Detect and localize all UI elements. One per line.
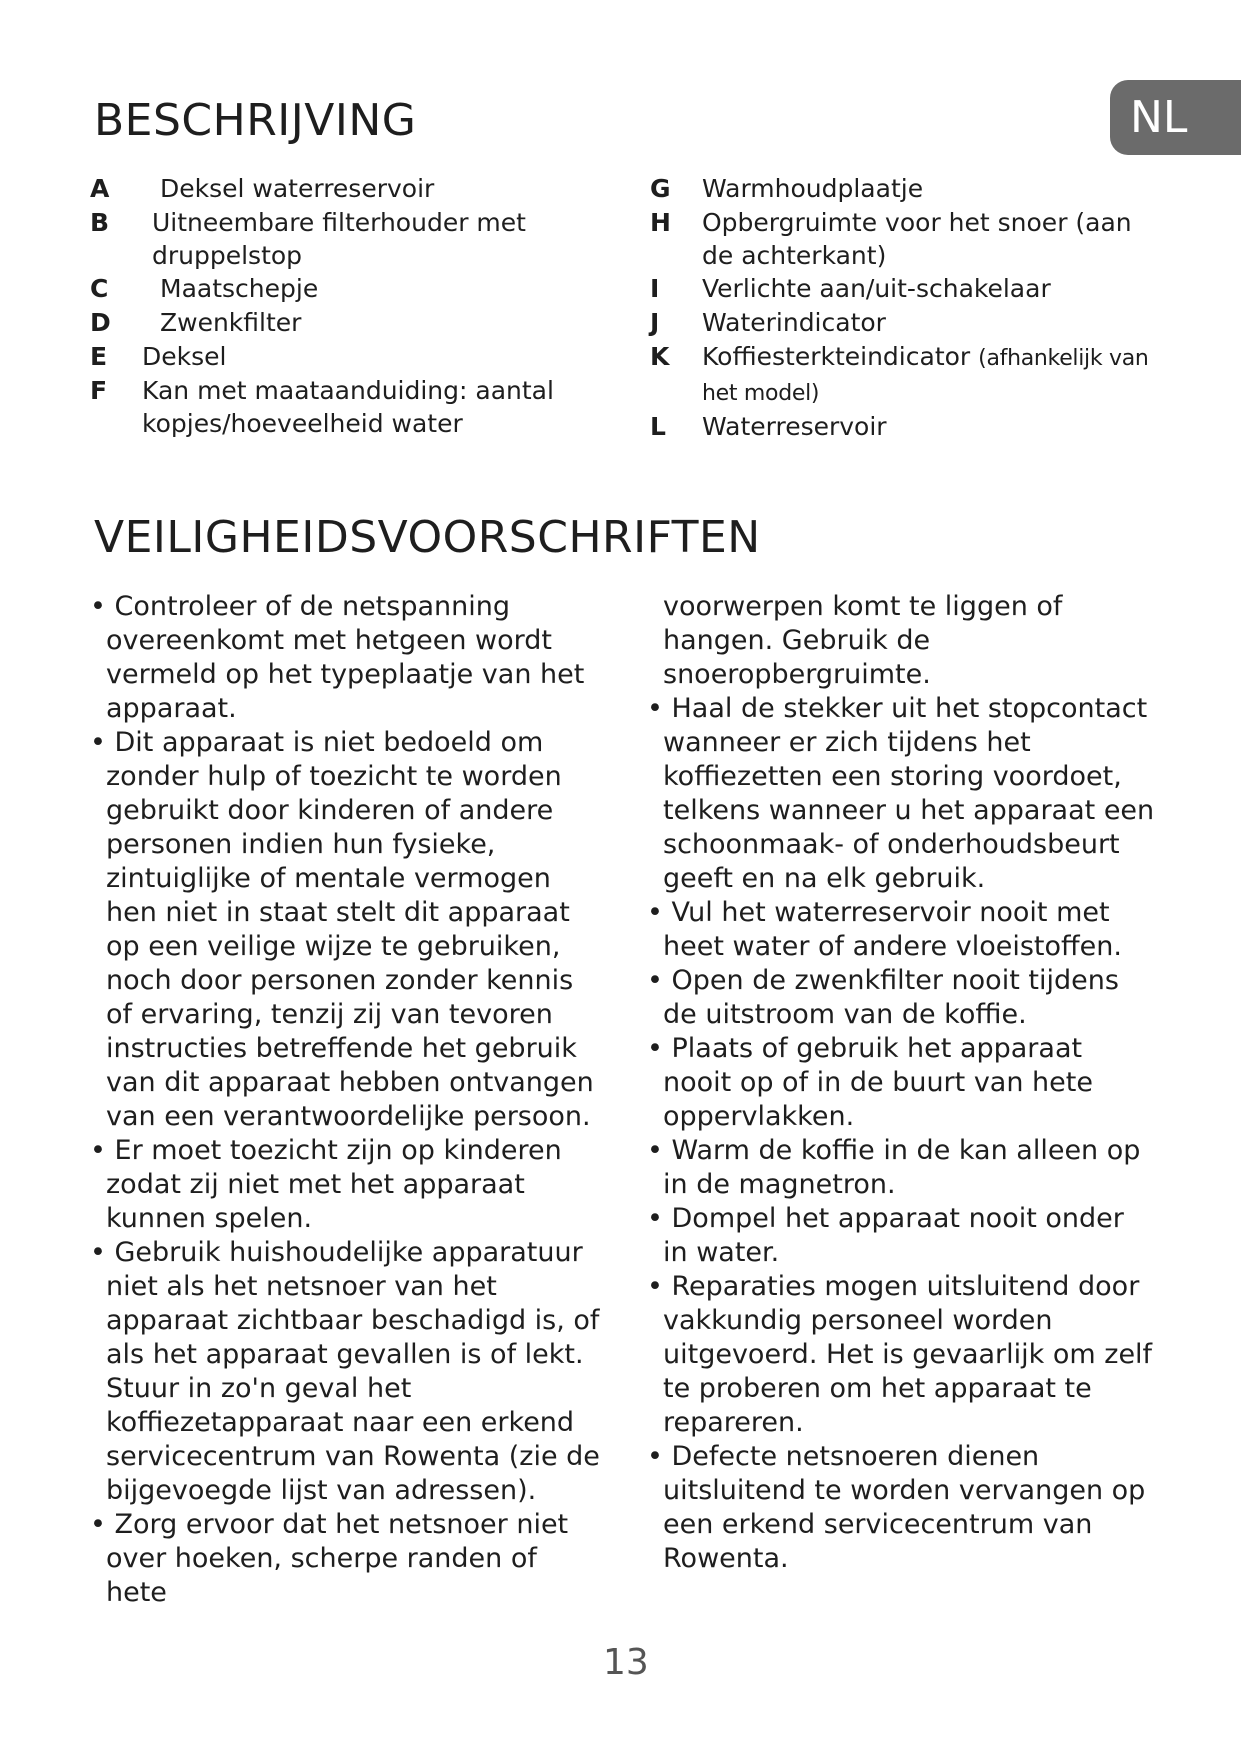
safety-item: • Controleer of de netspanning overeenkomt met hetgeen wordt vermeld op het typeplaatje van het apparaat. xyxy=(90,591,585,724)
safety-item: • Dompel het apparaat nooit onder in water. xyxy=(647,1203,1124,1268)
safety-item: • Vul het waterreservoir nooit met heet water of andere vloeistoffen. xyxy=(647,897,1122,962)
part-text: Deksel waterreservoir xyxy=(160,174,435,203)
safety-item: • Warm de koffie in de kan alleen op in de magnetron. xyxy=(647,1135,1141,1200)
safety-column-right xyxy=(647,590,1157,1576)
description-title: BESCHRIJVING xyxy=(94,95,417,146)
part-letter: C xyxy=(90,274,109,303)
parts-list-right xyxy=(650,172,1170,444)
part-item xyxy=(90,206,610,272)
safety-item: • Plaats of gebruik het apparaat nooit op of in de buurt van hete oppervlakken. xyxy=(647,1033,1093,1132)
part-text: Opbergruimte voor het snoer (aan de achterkant) xyxy=(702,208,1132,270)
part-text: Zwenkfilter xyxy=(160,308,302,337)
part-letter: K xyxy=(650,342,670,371)
part-item xyxy=(650,206,1170,272)
safety-title: VEILIGHEIDSVOORSCHRIFTEN xyxy=(94,512,761,563)
part-text-main: Koffiesterkteindicator xyxy=(702,342,971,371)
part-letter: B xyxy=(90,208,110,237)
safety-item: • Er moet toezicht zijn op kinderen zodat zij niet met het apparaat kunnen spelen. xyxy=(90,1135,562,1234)
part-item xyxy=(90,272,610,306)
language-tab: NL xyxy=(1110,80,1241,155)
part-item xyxy=(90,306,610,340)
part-item xyxy=(90,172,610,206)
part-note: (afhankelijk van het model) xyxy=(702,346,1149,406)
part-item xyxy=(90,340,610,374)
page-number: 13 xyxy=(603,1642,649,1683)
part-letter: I xyxy=(650,274,660,303)
part-text: Uitneembare filterhouder met druppelstop xyxy=(152,208,526,270)
part-letter: A xyxy=(90,174,110,203)
part-item xyxy=(650,306,1170,340)
safety-item: • Zorg ervoor dat het netsnoer niet over hoeken, scherpe randen of hete xyxy=(90,1509,569,1608)
safety-item: • Gebruik huishoudelijke apparatuur niet als het netsnoer van het apparaat zichtbaar beschadigd is, of als het apparaat gevallen is of lekt. Stuur in zo'n geval het koffiezetapparaat naar een erkend servicecentrum van Rowenta (zie de bijgevoegde lijst van adressen). xyxy=(90,1237,600,1506)
part-item xyxy=(650,272,1170,306)
safety-item: • Defecte netsnoeren dienen uitsluitend te worden vervangen op een erkend servicecentrum van Rowenta. xyxy=(647,1441,1146,1574)
parts-list-left xyxy=(90,172,610,440)
part-text: Waterreservoir xyxy=(702,412,887,441)
safety-item: • Dit apparaat is niet bedoeld om zonder hulp of toezicht te worden gebruikt door kinderen of andere personen indien hun fysieke, zintuiglijke of mentale vermogen hen niet in staat stelt dit apparaat op een veilige wijze te gebruiken, noch door personen zonder kennis of ervaring, tenzij zij van tevoren instructies betreffende het gebruik van dit apparaat hebben ontvangen van een verantwoordelijke persoon. xyxy=(90,727,594,1132)
safety-item: • Open de zwenkfilter nooit tijdens de uitstroom van de koffie. xyxy=(647,965,1119,1030)
part-letter: L xyxy=(650,412,666,441)
part-item xyxy=(90,374,610,440)
part-letter: D xyxy=(90,308,111,337)
safety-item: • Haal de stekker uit het stopcontact wanneer er zich tijdens het koffiezetten een storing voordoet, telkens wanneer u het apparaat een schoonmaak- of onderhoudsbeurt geeft en na elk gebruik. xyxy=(647,693,1155,894)
part-letter: E xyxy=(90,342,108,371)
part-letter: F xyxy=(90,376,108,405)
part-item xyxy=(650,340,1170,410)
part-letter: G xyxy=(650,174,671,203)
part-letter: H xyxy=(650,208,671,237)
part-text xyxy=(650,340,1170,410)
part-text: Verlichte aan/uit-schakelaar xyxy=(702,274,1051,303)
part-item xyxy=(650,410,1170,444)
part-item xyxy=(650,172,1170,206)
part-text: Deksel xyxy=(142,342,227,371)
safety-column-left xyxy=(90,590,600,1610)
safety-item: • Reparaties mogen uitsluitend door vakkundig personeel worden uitgevoerd. Het is gevaarlijk om zelf te proberen om het apparaat te repareren. xyxy=(647,1271,1153,1438)
part-letter: J xyxy=(650,308,660,337)
part-text: Kan met maataanduiding: aantal kopjes/hoeveelheid water xyxy=(142,376,554,438)
part-text: Maatschepje xyxy=(160,274,319,303)
part-text: Warmhoudplaatje xyxy=(702,174,924,203)
safety-item-continuation: voorwerpen komt te liggen of hangen. Gebruik de snoeropbergruimte. xyxy=(663,591,1063,690)
part-text: Waterindicator xyxy=(702,308,886,337)
